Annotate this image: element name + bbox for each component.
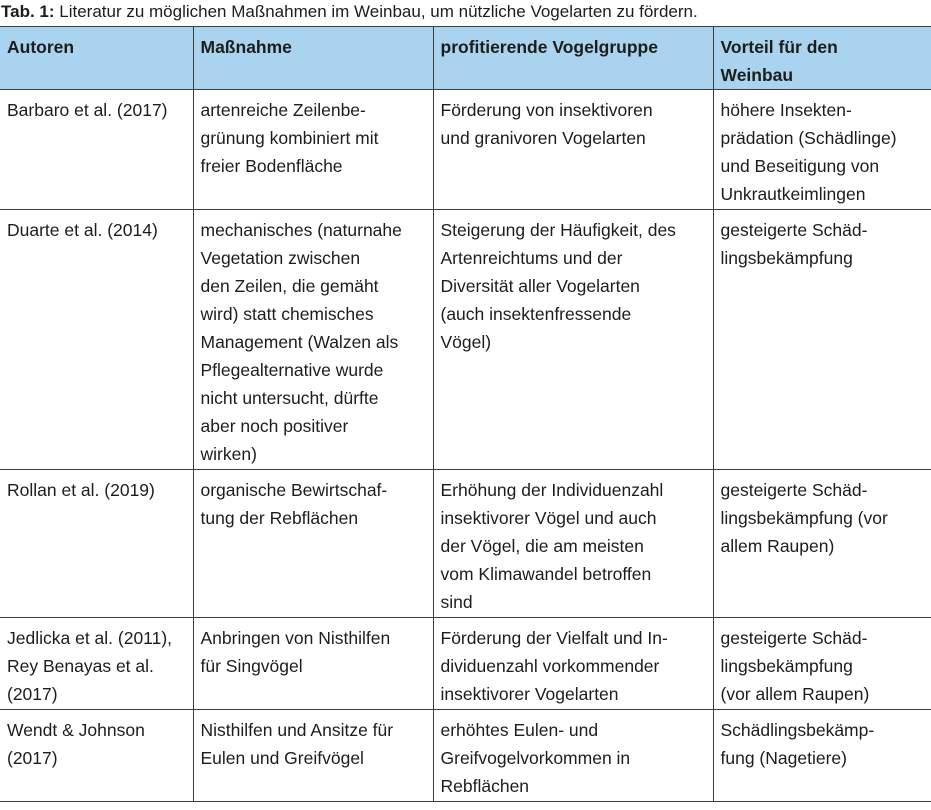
caption-label: Tab. 1: [1,2,55,21]
header-authors: Autoren [0,27,193,90]
table-row [0,710,931,802]
cell-measure: artenreiche Zeilenbe- grünung kombiniert mit freier Bodenfläche [193,90,433,210]
cell-measure: Anbringen von Nisthilfen für Singvögel [193,618,433,710]
cell-measure: Nisthilfen und Ansitze für Eulen und Greifvögel [193,710,433,802]
cell-bird-group: Erhöhung der Individuenzahl insektivorer Vögel und auch der Vögel, die am meisten vom Klimawandel betroffen sind [433,470,713,618]
table-row [0,90,931,210]
header-viticulture-benefit: Vorteil für den Weinbau [713,27,931,90]
cell-authors: Wendt & Johnson (2017) [0,710,193,802]
cell-measure: organische Bewirtschaf- tung der Rebflächen [193,470,433,618]
cell-measure: mechanisches (naturnahe Vegetation zwischen den Zeilen, die gemäht wird) statt chemisches Management (Walzen als Pflegealternative wurde nicht untersucht, dürfte aber noch positiver wirken) [193,210,433,470]
header-bird-group: profitierende Vogelgruppe [433,27,713,90]
cell-bird-group: Förderung von insektivoren und granivoren Vogelarten [433,90,713,210]
cell-benefit: gesteigerte Schäd- lingsbekämpfung (vor allem Raupen) [713,470,931,618]
cell-bird-group: Steigerung der Häufigkeit, des Artenreichtums und der Diversität aller Vogelarten (auch insektenfressende Vögel) [433,210,713,470]
literature-table [0,26,931,802]
cell-benefit: Schädlingsbekämp- fung (Nagetiere) [713,710,931,802]
header-measure: Maßnahme [193,27,433,90]
cell-authors: Duarte et al. (2014) [0,210,193,470]
table-row [0,210,931,470]
cell-benefit: höhere Insekten- prädation (Schädlinge) und Beseitigung von Unkrautkeimlingen [713,90,931,210]
table-caption [0,0,931,26]
cell-authors: Rollan et al. (2019) [0,470,193,618]
cell-authors: Barbaro et al. (2017) [0,90,193,210]
cell-bird-group: Förderung der Vielfalt und In- dividuenzahl vorkommender insektivorer Vogelarten [433,618,713,710]
cell-benefit: gesteigerte Schäd- lingsbekämpfung [713,210,931,470]
table-header [0,27,931,90]
cell-bird-group: erhöhtes Eulen- und Greifvogelvorkommen in Rebflächen [433,710,713,802]
cell-benefit: gesteigerte Schäd- lingsbekämpfung (vor allem Raupen) [713,618,931,710]
table-row [0,470,931,618]
table-row [0,618,931,710]
header-row [0,27,931,90]
cell-authors: Jedlicka et al. (2011), Rey Benayas et al. (2017) [0,618,193,710]
caption-text: Literatur zu möglichen Maßnahmen im Weinbau, um nützliche Vogelarten zu fördern. [54,2,698,21]
table-body [0,90,931,802]
